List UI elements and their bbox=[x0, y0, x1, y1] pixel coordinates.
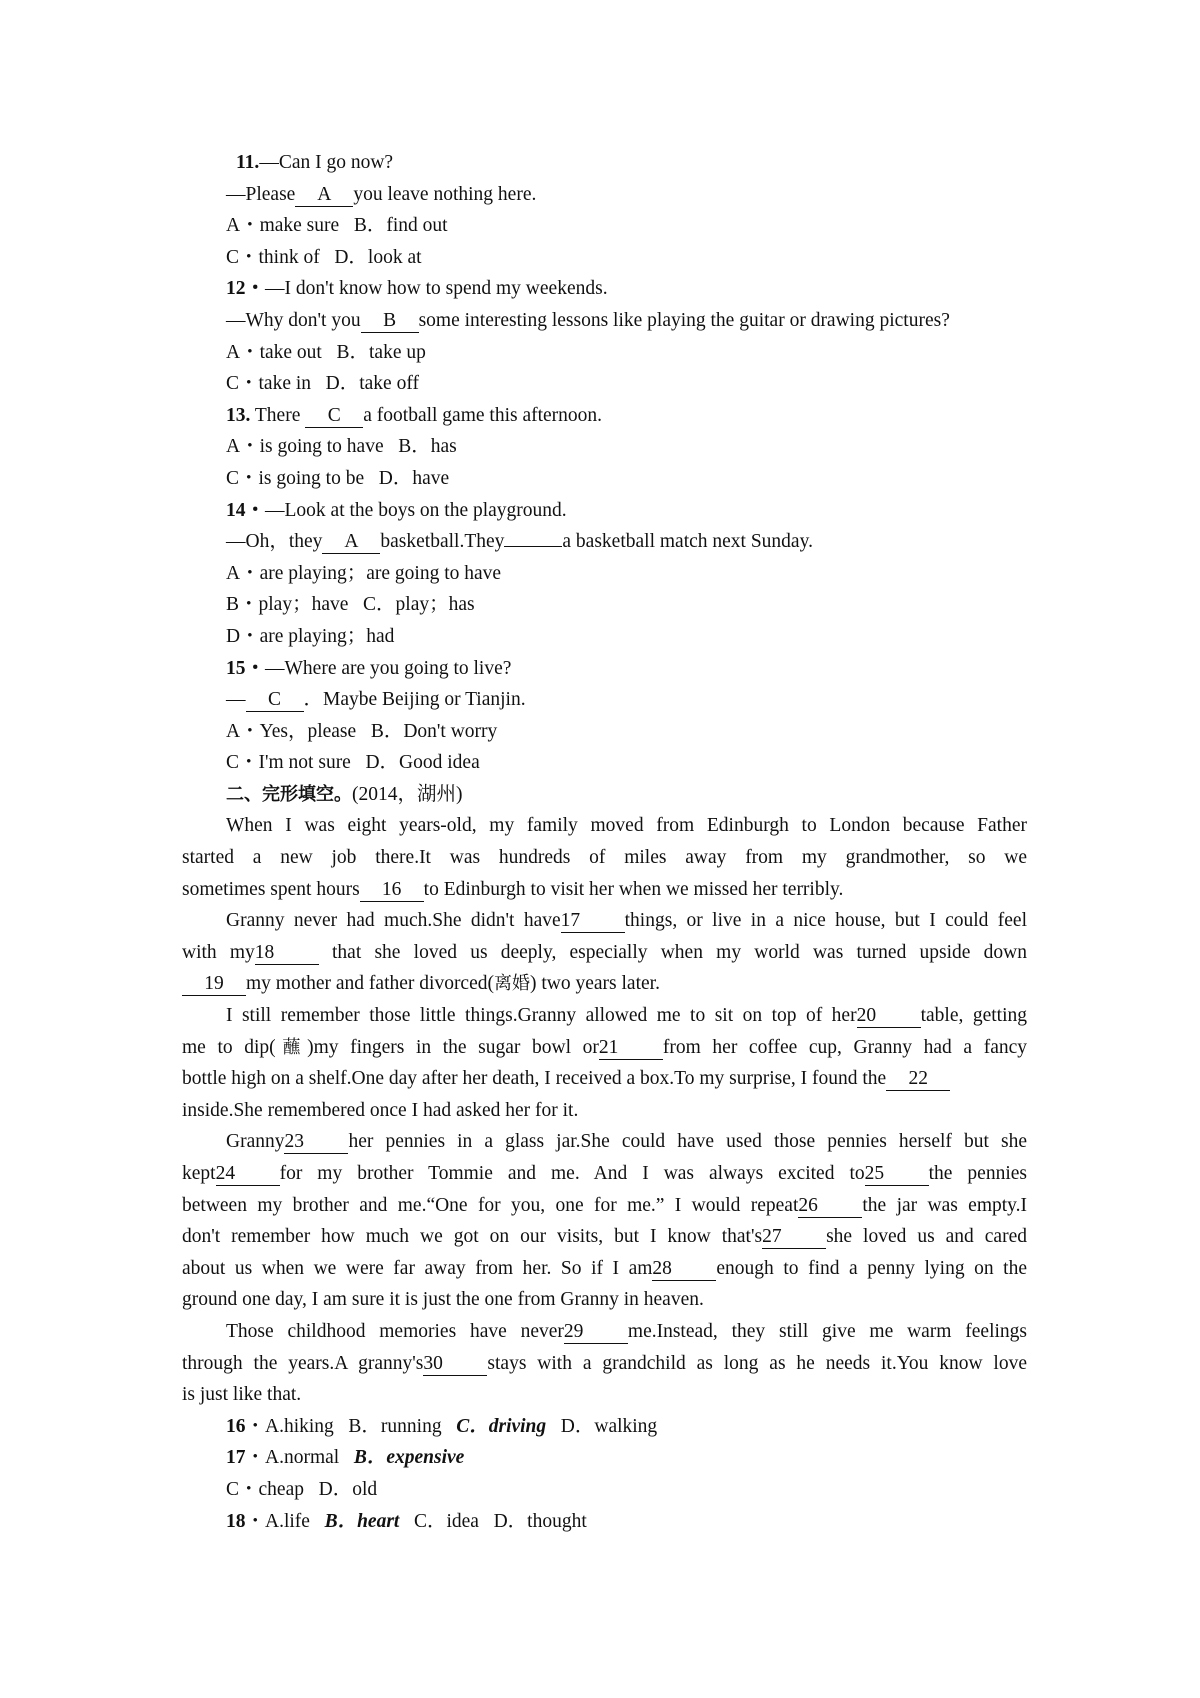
passage-p2-line3: 19 my mother and father divorced(离婚) two years later. bbox=[182, 968, 1027, 1000]
passage-p4-line6: ground one day, I am sure it is just the one from Granny in heaven. bbox=[182, 1289, 704, 1311]
answer-blank-14: A bbox=[322, 531, 380, 554]
question-15-options-ab: A・Yes，please B．Don't worry bbox=[226, 720, 498, 742]
blank-27: 27 bbox=[762, 1226, 826, 1249]
passage-p4-line2: kept24 for my brother Tommie and me. And I was always excited to25 the pennies bbox=[182, 1163, 1027, 1184]
question-15-line2: — C ．Maybe Beijing or Tianjin. bbox=[226, 689, 526, 711]
blank-24: 24 bbox=[216, 1163, 280, 1186]
passage-p5-line1: Those childhood memories have never29 me.Instead, they still give me warm feelings bbox=[226, 1320, 1027, 1342]
answer-blank-15: C bbox=[246, 689, 304, 712]
passage-p3-line3: bottle high on a shelf.One day after her death, I received a box.To my surprise, I found the 22 bbox=[182, 1063, 1027, 1095]
blank-23: 23 bbox=[284, 1131, 348, 1154]
blank-22: 22 bbox=[886, 1068, 950, 1091]
blank-16: 16 bbox=[360, 879, 424, 902]
answer-blank-11: A bbox=[295, 184, 353, 207]
passage-p5-line3: is just like that. bbox=[182, 1384, 302, 1406]
passage-p4-line4: don't remember how much we got on our visits, but I know that's27 she loved us and cared bbox=[182, 1226, 1027, 1248]
question-12-stem: 12・—I don't know how to spend my weekends. bbox=[226, 278, 608, 300]
passage-p3-line1: I still remember those little things.Granny allowed me to sit on top of her20 table, getting bbox=[226, 1005, 1027, 1027]
passage-p3-line2: me to dip(蘸)my fingers in the sugar bowl or21 from her coffee cup, Granny had a fancy bbox=[182, 1036, 1027, 1058]
blank-19: 19 bbox=[182, 973, 246, 996]
question-12-options-cd: C・take in D．take off bbox=[226, 373, 419, 395]
passage-p1-line1: When I was eight years-old, my family moved from Edinburgh to London because Father bbox=[226, 815, 1027, 837]
answer-blank-14b bbox=[504, 546, 562, 547]
question-11-options-cd: C・think of D．look at bbox=[226, 246, 422, 268]
cloze-option-16: 16・A.hiking B．running C．driving D．walking bbox=[226, 1415, 658, 1437]
passage-p2-line2: with my18 that she loved us deeply, especially when my world was turned upside down bbox=[182, 941, 1027, 963]
question-15-options-cd: C・I'm not sure D．Good idea bbox=[226, 752, 480, 774]
passage-p5-line2: through the years.A granny's30 stays with a grandchild as long as he needs it.You know love bbox=[182, 1352, 1027, 1374]
passage-p4-line3: between my brother and me.“One for you, one for me.” I would repeat26 the jar was empty.I bbox=[182, 1194, 1028, 1216]
cloze-option-17-cd: C・cheap D．old bbox=[226, 1478, 378, 1500]
question-13-options-ab: A・is going to have B．has bbox=[226, 436, 457, 458]
blank-21: 21 bbox=[599, 1037, 663, 1060]
question-13-options-cd: C・is going to be D．have bbox=[226, 467, 450, 489]
answer-blank-12: B bbox=[361, 310, 419, 333]
question-12-options-ab: A・take out B．take up bbox=[226, 341, 426, 363]
blank-18: 18 bbox=[255, 942, 319, 965]
blank-17: 17 bbox=[561, 910, 625, 933]
passage-p1-line2: started a new job there.It was hundreds of miles away from my grandmother, so we bbox=[182, 847, 1027, 869]
passage-p4-line5: about us when we were far away from her. So if I am28 enough to find a penny lying on the bbox=[182, 1257, 1028, 1279]
blank-20: 20 bbox=[857, 1005, 921, 1028]
question-14-options-bc: B・play；have C．play；has bbox=[226, 594, 475, 616]
question-11-line2: —Please A you leave nothing here. bbox=[226, 183, 537, 205]
question-13-stem: 13. There C a football game this afternoon. bbox=[226, 404, 603, 426]
cloze-option-18: 18・A.life B．heart C．idea D．thought bbox=[226, 1510, 587, 1532]
blank-30: 30 bbox=[423, 1353, 487, 1376]
question-14-option-a: A・are playing；are going to have bbox=[226, 562, 502, 584]
question-15-stem: 15・—Where are you going to live? bbox=[226, 657, 512, 679]
blank-28: 28 bbox=[652, 1258, 716, 1281]
answer-blank-13: C bbox=[305, 405, 363, 428]
passage-p2-line1: Granny never had much.She didn't have17 things, or live in a nice house, but I could feel bbox=[226, 910, 1027, 932]
passage-p4-line1: Granny23 her pennies in a glass jar.She could have used those pennies herself but she bbox=[226, 1131, 1027, 1153]
passage-p1-line3: sometimes spent hours 16 to Edinburgh to visit her when we missed her terribly. bbox=[182, 878, 844, 900]
passage-p3-line4: inside.She remembered once I had asked her for it. bbox=[182, 1099, 579, 1121]
question-14-line2: —Oh，they A basketball.They a basketball match next Sunday. bbox=[226, 531, 813, 553]
question-14-stem: 14・—Look at the boys on the playground. bbox=[226, 499, 567, 521]
section-heading: 二、完形填空。(2014，湖州) bbox=[226, 783, 463, 805]
cloze-option-17: 17・A.normal B．expensive bbox=[226, 1447, 465, 1469]
document-content bbox=[182, 147, 1027, 1537]
question-12-line2: —Why don't you B some interesting lessons like playing the guitar or drawing pictures? bbox=[226, 309, 950, 331]
blank-29: 29 bbox=[564, 1321, 628, 1344]
question-14-option-d: D・are playing；had bbox=[226, 625, 395, 647]
question-11-options-ab: A・make sure B．find out bbox=[226, 215, 448, 237]
blank-26: 26 bbox=[798, 1195, 862, 1218]
blank-25: 25 bbox=[865, 1163, 929, 1186]
question-11-stem: 11.—Can I go now? bbox=[236, 152, 394, 173]
